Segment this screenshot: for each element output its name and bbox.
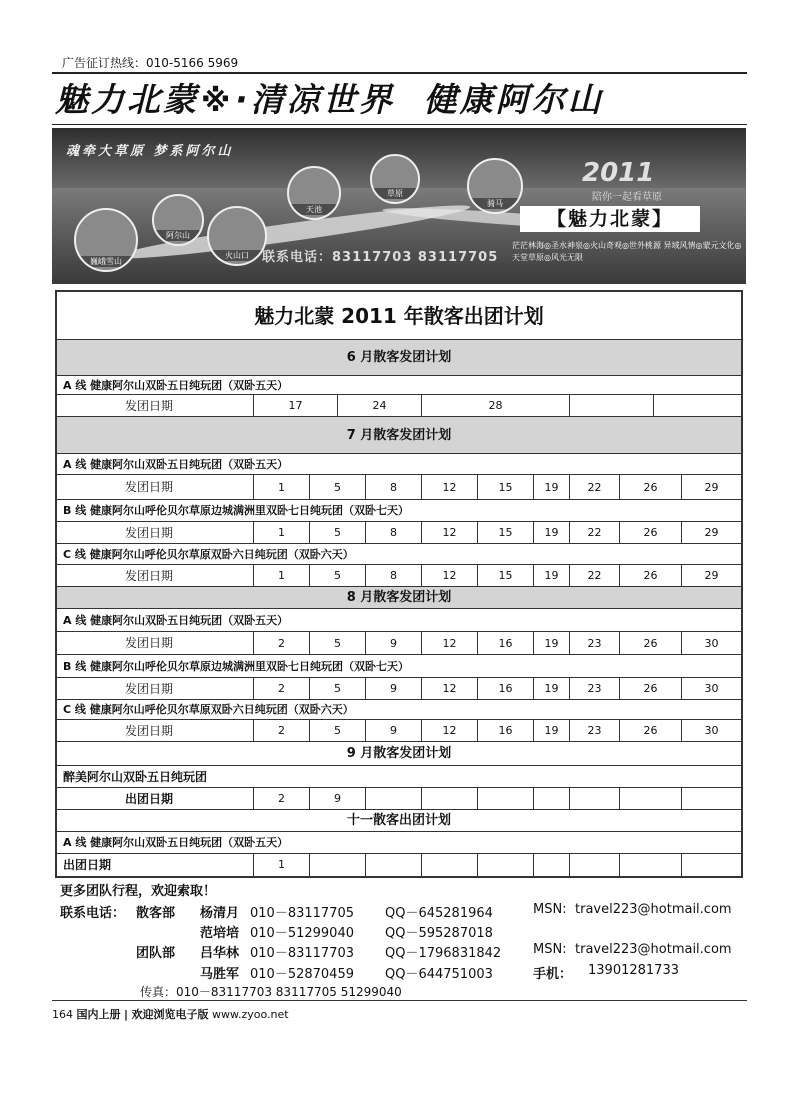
date-cell: 16 bbox=[477, 632, 533, 654]
contact-qq: QQ－1796831842 bbox=[385, 946, 502, 961]
date-cell: 26 bbox=[619, 522, 681, 543]
month-heading-october: 十一散客出团计划 bbox=[57, 810, 741, 832]
date-row-june bbox=[57, 395, 741, 417]
date-cell: 5 bbox=[309, 720, 365, 741]
contact-name: 杨清月 bbox=[200, 906, 240, 921]
photo-circle: 火山口 bbox=[207, 206, 267, 266]
website-link[interactable]: www.zyoo.net bbox=[212, 1008, 289, 1021]
date-cell bbox=[681, 854, 741, 876]
date-cell: 1 bbox=[253, 854, 309, 876]
date-cell: 16 bbox=[477, 720, 533, 741]
banner-year: 2011 bbox=[582, 158, 655, 188]
route-c-august: C 线 健康阿尔山呼伦贝尔草原双卧六日纯玩团（双卧六天） bbox=[57, 700, 741, 720]
banner-slogan: 魂牵大草原 梦系阿尔山 bbox=[66, 144, 234, 159]
date-cell bbox=[533, 854, 569, 876]
date-label: 发团日期 bbox=[125, 636, 174, 650]
date-row-july bbox=[57, 475, 741, 500]
date-cell: 30 bbox=[681, 678, 741, 699]
date-row-september bbox=[57, 788, 741, 810]
banner-photo bbox=[52, 128, 746, 284]
contact-phone: 010－52870459 bbox=[250, 967, 354, 982]
date-label: 发团日期 bbox=[125, 480, 174, 494]
date-cell bbox=[533, 788, 569, 809]
date-cell: 2 bbox=[253, 720, 309, 741]
date-cell: 22 bbox=[569, 565, 619, 586]
date-cell: 15 bbox=[477, 522, 533, 543]
route-september: 醉美阿尔山双卧五日纯玩团 bbox=[57, 766, 741, 788]
date-cell: 5 bbox=[309, 475, 365, 499]
banner-brand: 【魅力北蒙】 bbox=[520, 206, 700, 232]
date-cell: 16 bbox=[477, 678, 533, 699]
date-cell bbox=[365, 788, 421, 809]
date-cell bbox=[569, 395, 653, 416]
date-label: 发团日期 bbox=[125, 569, 174, 583]
date-cell: 19 bbox=[533, 678, 569, 699]
date-cell: 15 bbox=[477, 565, 533, 586]
footer-rule bbox=[52, 1000, 747, 1001]
date-cell: 30 bbox=[681, 632, 741, 654]
title-part-3: 健康阿尔山 bbox=[423, 80, 604, 119]
date-cell: 5 bbox=[309, 522, 365, 543]
photo-circle: 草原 bbox=[370, 154, 420, 204]
route-a-june: A 线 健康阿尔山双卧五日纯玩团（双卧五天） bbox=[57, 376, 741, 395]
date-cell: 19 bbox=[533, 632, 569, 654]
date-cell: 9 bbox=[309, 788, 365, 809]
fax-line: 传真：010－83117703 83117705 51299040 bbox=[140, 985, 402, 999]
date-label: 发团日期 bbox=[125, 399, 174, 413]
date-cell bbox=[477, 788, 533, 809]
contact-msn-label: MSN: bbox=[533, 942, 567, 957]
month-heading-september: 9 月散客发团计划 bbox=[57, 742, 741, 766]
date-cell: 23 bbox=[569, 632, 619, 654]
date-cell: 29 bbox=[681, 475, 741, 499]
date-cell: 12 bbox=[421, 475, 477, 499]
contact-name: 范培培 bbox=[200, 926, 240, 941]
title-separator: ※ bbox=[201, 84, 234, 119]
date-cell: 5 bbox=[309, 678, 365, 699]
section-name: 国内上册 bbox=[76, 1008, 121, 1021]
banner-rule bbox=[52, 124, 747, 125]
date-cell bbox=[309, 854, 365, 876]
date-cell: 5 bbox=[309, 632, 365, 654]
date-cell: 19 bbox=[533, 522, 569, 543]
date-cell: 1 bbox=[253, 475, 309, 499]
date-cell: 2 bbox=[253, 632, 309, 654]
phone-label: 联系电话： bbox=[60, 906, 126, 921]
date-label: 发团日期 bbox=[125, 526, 174, 540]
date-cell bbox=[365, 854, 421, 876]
date-cell: 26 bbox=[619, 632, 681, 654]
date-cell: 12 bbox=[421, 678, 477, 699]
date-row-august bbox=[57, 720, 741, 742]
contact-phone: 010－83117703 bbox=[250, 946, 354, 961]
photo-circle: 阿尔山 bbox=[152, 194, 204, 246]
date-cell bbox=[619, 788, 681, 809]
date-cell: 12 bbox=[421, 522, 477, 543]
date-cell: 26 bbox=[619, 475, 681, 499]
date-cell: 19 bbox=[533, 720, 569, 741]
date-cell: 8 bbox=[365, 565, 421, 586]
date-cell: 9 bbox=[365, 632, 421, 654]
date-cell bbox=[681, 788, 741, 809]
date-cell: 17 bbox=[253, 395, 337, 416]
date-row-october bbox=[57, 854, 741, 876]
month-heading-august: 8 月散客发团计划 bbox=[57, 587, 741, 609]
date-cell: 22 bbox=[569, 522, 619, 543]
date-cell: 28 bbox=[421, 395, 569, 416]
contact-phone: 010－83117705 bbox=[250, 906, 354, 921]
date-label: 出团日期 bbox=[63, 858, 112, 872]
page-footer bbox=[52, 1006, 289, 1022]
date-cell: 19 bbox=[533, 475, 569, 499]
date-row-august bbox=[57, 678, 741, 700]
date-cell: 23 bbox=[569, 720, 619, 741]
contact-msn[interactable]: travel223@hotmail.com bbox=[575, 942, 732, 957]
date-cell bbox=[569, 854, 619, 876]
date-cell: 9 bbox=[365, 678, 421, 699]
route-b-july: B 线 健康阿尔山呼伦贝尔草原边城满洲里双卧七日纯玩团（双卧七天） bbox=[57, 500, 741, 522]
date-cell: 23 bbox=[569, 678, 619, 699]
date-cell: 19 bbox=[533, 565, 569, 586]
date-cell: 29 bbox=[681, 565, 741, 586]
route-c-july: C 线 健康阿尔山呼伦贝尔草原双卧六日纯玩团（双卧六天） bbox=[57, 544, 741, 565]
page-banner-title bbox=[55, 78, 745, 122]
date-cell: 22 bbox=[569, 475, 619, 499]
date-cell: 30 bbox=[681, 720, 741, 741]
month-heading-june: 6 月散客发团计划 bbox=[57, 340, 741, 376]
date-cell: 8 bbox=[365, 475, 421, 499]
title-part-1: 魅力北蒙 bbox=[55, 80, 199, 119]
date-row-july bbox=[57, 522, 741, 544]
date-cell bbox=[421, 788, 477, 809]
photo-circle: 巍峨雪山 bbox=[74, 208, 138, 272]
date-cell: 1 bbox=[253, 565, 309, 586]
date-cell: 2 bbox=[253, 678, 309, 699]
date-row-july bbox=[57, 565, 741, 587]
date-cell: 1 bbox=[253, 522, 309, 543]
date-cell: 26 bbox=[619, 720, 681, 741]
photo-circle: 天池 bbox=[287, 166, 341, 220]
top-rule bbox=[52, 72, 747, 74]
route-a-october: A 线 健康阿尔山双卧五日纯玩团（双卧五天） bbox=[57, 832, 741, 854]
date-row-august bbox=[57, 632, 741, 655]
contact-mobile: 13901281733 bbox=[588, 963, 679, 978]
contact-name: 马胜军 bbox=[200, 967, 240, 982]
date-cell: 24 bbox=[337, 395, 421, 416]
footer-divider: | bbox=[124, 1008, 129, 1021]
banner-tags: 茫茫林海◎圣水神泉◎火山奇观◎世外桃源 异域风情◎蒙元文化◎天堂草原◎风光无限 bbox=[512, 241, 742, 262]
date-cell: 9 bbox=[365, 720, 421, 741]
contact-name: 吕华林 bbox=[200, 946, 240, 961]
contact-mobile-label: 手机： bbox=[533, 967, 573, 982]
dept-group: 团队部 bbox=[136, 946, 176, 961]
contact-msn[interactable]: travel223@hotmail.com bbox=[575, 902, 732, 917]
more-itineraries: 更多团队行程，欢迎索取！ bbox=[60, 884, 217, 899]
date-cell: 29 bbox=[681, 522, 741, 543]
route-b-august: B 线 健康阿尔山呼伦贝尔草原边城满洲里双卧七日纯玩团（双卧七天） bbox=[57, 655, 741, 678]
date-cell: 8 bbox=[365, 522, 421, 543]
date-label: 出团日期 bbox=[125, 792, 174, 806]
ad-hotline: 广告征订热线：010-5166 5969 bbox=[62, 56, 239, 70]
date-cell: 12 bbox=[421, 720, 477, 741]
page-number: 164 bbox=[52, 1008, 73, 1021]
contact-phone: 010－51299040 bbox=[250, 926, 354, 941]
date-label: 发团日期 bbox=[125, 682, 174, 696]
date-cell: 15 bbox=[477, 475, 533, 499]
date-label: 发团日期 bbox=[125, 724, 174, 738]
date-cell bbox=[477, 854, 533, 876]
date-cell bbox=[421, 854, 477, 876]
contact-qq: QQ－595287018 bbox=[385, 926, 493, 941]
date-cell bbox=[569, 788, 619, 809]
photo-circle: 骑马 bbox=[467, 158, 523, 214]
banner-contact: 联系电话：83117703 83117705 bbox=[262, 250, 499, 265]
route-a-july: A 线 健康阿尔山双卧五日纯玩团（双卧五天） bbox=[57, 454, 741, 475]
date-cell: 5 bbox=[309, 565, 365, 586]
schedule-title: 魅力北蒙 2011 年散客出团计划 bbox=[57, 292, 741, 340]
date-cell: 26 bbox=[619, 565, 681, 586]
contact-qq: QQ－644751003 bbox=[385, 967, 493, 982]
date-cell bbox=[653, 395, 741, 416]
banner-year-subtitle: 陪你一起看草原 bbox=[592, 192, 662, 203]
schedule-table bbox=[55, 290, 743, 878]
month-heading-july: 7 月散客发团计划 bbox=[57, 417, 741, 454]
route-a-august: A 线 健康阿尔山双卧五日纯玩团（双卧五天） bbox=[57, 609, 741, 632]
date-cell: 2 bbox=[253, 788, 309, 809]
date-cell: 26 bbox=[619, 678, 681, 699]
date-cell: 12 bbox=[421, 632, 477, 654]
date-cell bbox=[619, 854, 681, 876]
title-part-2: ·清凉世界 bbox=[235, 80, 395, 119]
contact-msn-label: MSN: bbox=[533, 902, 567, 917]
footer-tagline: 欢迎浏览电子版 bbox=[131, 1008, 209, 1021]
date-cell: 12 bbox=[421, 565, 477, 586]
dept-individual: 散客部 bbox=[136, 906, 176, 921]
contact-qq: QQ－645281964 bbox=[385, 906, 493, 921]
